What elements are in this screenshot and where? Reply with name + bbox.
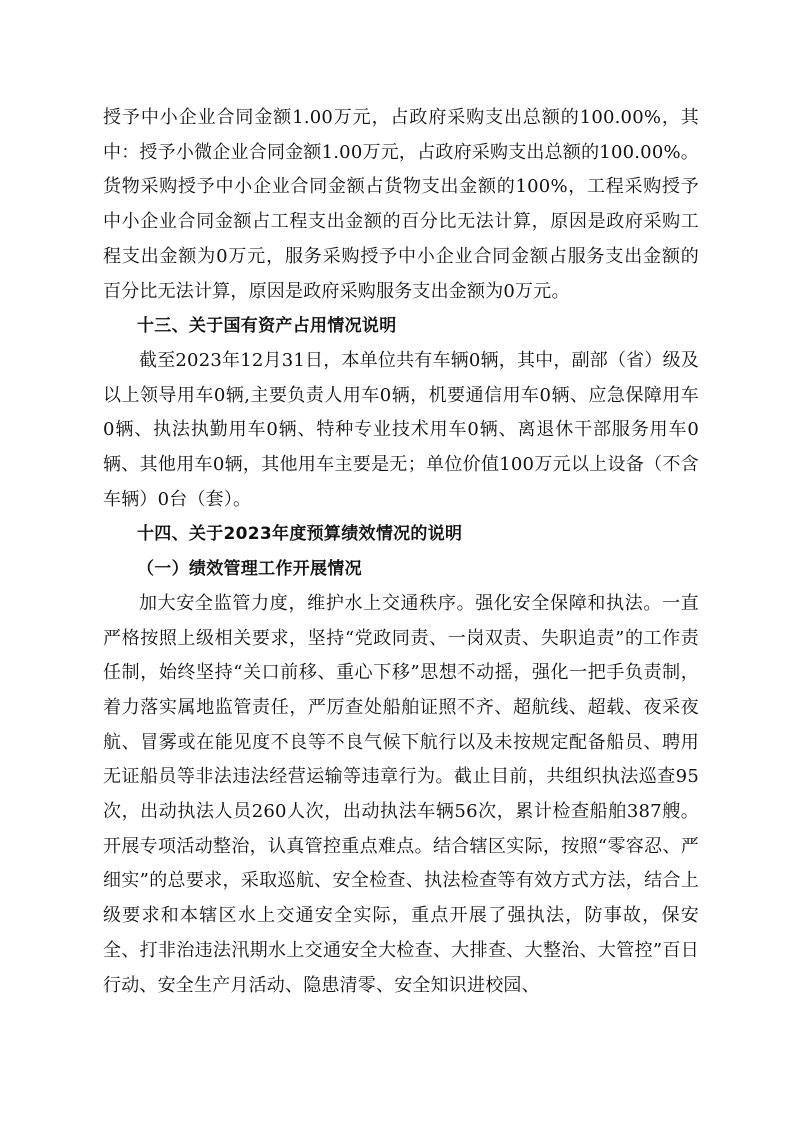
paragraph-performance: 加大安全监管力度，维护水上交通秩序。强化安全保障和执法。一直严格按照上级相关要求，坚持“党政同责、一岗双责、失职追责”的工作责任制，始终坚持“关口前移、重心下移”思想不动摇，强化一把手负责制，着力落实属地监管责任，严厉查处船舶证照不齐、超航线、超载、夜采夜航、冒雾或在能见度不良等不良气候下航行以及未按规定配备船员、聘用无证船员等非法违法经营运输等违章行为。截止目前，共组织执法巡查95次，出动执法人员260人次，出动执法车辆56次，累计检查船舶387艘。开展专项活动整治，认真管控重点难点。结合辖区实际，按照“零容忍、严细实”的总要求，采取巡航、安全检查、执法检查等有效方式方法，结合上级要求和本辖区水上交通安全实际，重点开展了强执法，防事故，保安全、打非治违法汛期水上交通安全大检查、大排查、大整治、大管控”百日行动、安全生产月活动、隐患清零、安全知识进校园、 xyxy=(103,592,699,996)
paragraph-assets: 截至2023年12月31日，本单位共有车辆0辆，其中，副部（省）级及以上领导用车0辆,主要负责人用车0辆，机要通信用车0辆、应急保障用车0辆、执法执勤用车0辆、特种专业技术用车0辆、离退休干部服务用车0辆、其他用车0辆，其他用车主要是无；单位价值100万元以上设备（不含车辆）0台（套）。 xyxy=(103,349,699,510)
paragraph-procurement: 授予中小企业合同金额1.00万元，占政府采购支出总额的100.00%，其中：授予小微企业合同金额1.00万元，占政府采购支出总额的100.00%。货物采购授予中小企业合同金额占货物支出金额的100%，工程采购授予中小企业合同金额占工程支出金额的百分比无法计算，原因是政府采购工程支出金额为0万元，服务采购授予中小企业合同金额占服务支出金额的 百分比无法计算，原因是政府采购服务支出金额为0万元。 xyxy=(103,107,699,302)
section-heading-13: 十三、关于国有资产占用情况说明 xyxy=(137,316,397,337)
document-body xyxy=(103,101,699,1003)
subsection-heading-1: （一）绩效管理工作开展情况 xyxy=(137,559,362,580)
section-heading-14: 十四、关于2023年度预算绩效情况的说明 xyxy=(137,524,463,545)
